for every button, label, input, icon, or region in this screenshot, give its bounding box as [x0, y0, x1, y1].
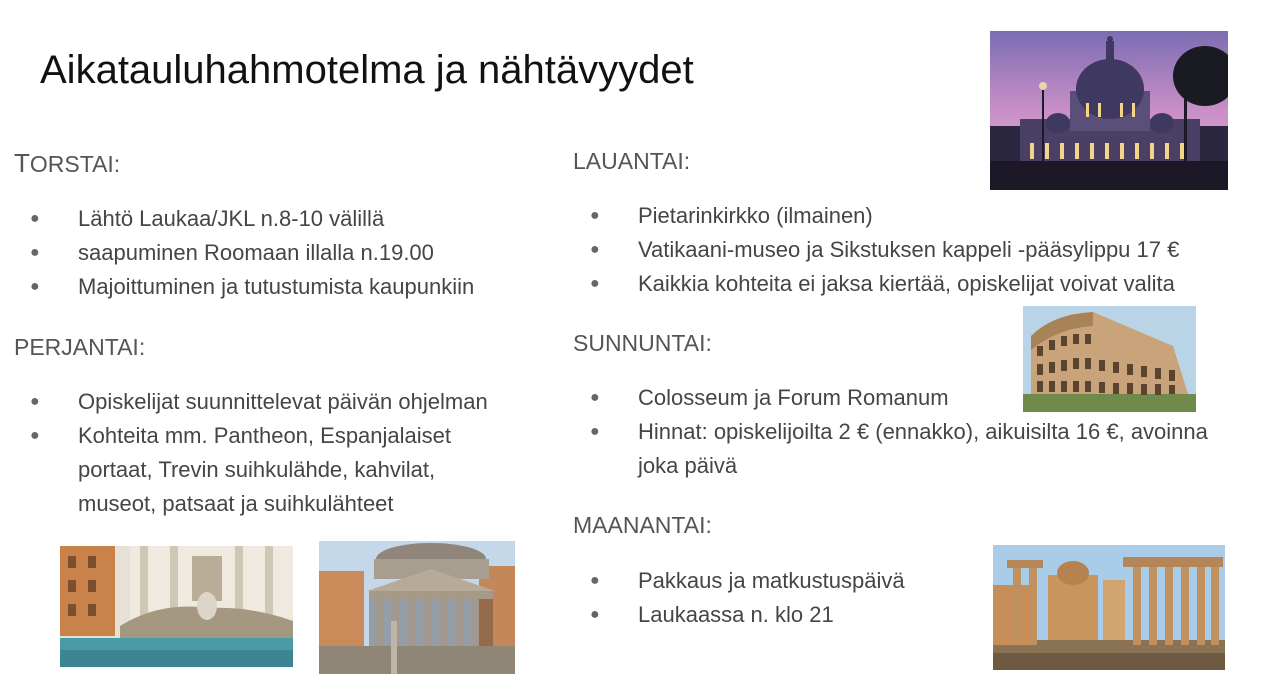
bullet-icon: ● — [30, 210, 40, 227]
day-heading-monday: MAANANTAI: — [573, 512, 712, 538]
bullet-icon: ● — [590, 572, 600, 589]
bullet-icon: ● — [30, 427, 40, 444]
list-item: ● Laukaassa n. klo 21 — [590, 598, 970, 632]
bullet-icon: ● — [590, 241, 600, 258]
list-item: ● Opiskelijat suunnittelevat päivän ohjelman — [30, 385, 560, 419]
st-peters-basilica-photo — [990, 31, 1228, 190]
saturday-list — [590, 199, 1270, 301]
day-heading-thursday — [14, 148, 120, 179]
day-heading-thursday-rest: ORSTAI: — [29, 151, 121, 177]
list-item: ● Pakkaus ja matkustuspäivä — [590, 564, 970, 598]
pantheon-photo — [319, 541, 515, 674]
list-item: ● Vatikaani-museo ja Sikstuksen kappeli -pääsylippu 17 € — [590, 233, 1270, 267]
bullet-icon: ● — [590, 389, 600, 406]
bullet-icon: ● — [30, 244, 40, 261]
list-item: ● Majoittuminen ja tutustumista kaupunkiin — [30, 270, 550, 304]
day-heading-sunday: SUNNUNTAI: — [573, 330, 712, 356]
bullet-icon: ● — [590, 606, 600, 623]
day-heading-saturday: LAUANTAI: — [573, 148, 691, 174]
day-heading-thursday-initial: T — [14, 148, 30, 178]
day-heading-friday: PERJANTAI: — [14, 334, 146, 360]
list-item: ● Colosseum ja Forum Romanum — [590, 381, 1210, 415]
colosseum-photo — [1023, 306, 1196, 412]
thursday-list — [30, 202, 550, 304]
list-item: ● saapuminen Roomaan illalla n.19.00 — [30, 236, 550, 270]
list-item: ● Lähtö Laukaa/JKL n.8-10 välillä — [30, 202, 550, 236]
list-item: ● Pietarinkirkko (ilmainen) — [590, 199, 1270, 233]
trevi-fountain-photo — [60, 546, 293, 667]
bullet-icon: ● — [590, 275, 600, 292]
bullet-icon: ● — [30, 393, 40, 410]
forum-romanum-photo — [993, 545, 1225, 670]
list-item: ● Kohteita mm. Pantheon, Espanjalaiset portaat, Trevin suihkulähde, kahvilat, museot, patsaat ja suihkulähteet — [30, 419, 478, 521]
list-item: ● Kaikkia kohteita ei jaksa kiertää, opiskelijat voivat valita — [590, 267, 1270, 301]
friday-list — [30, 385, 560, 521]
bullet-icon: ● — [590, 207, 600, 224]
bullet-icon: ● — [590, 423, 600, 440]
slide-title: Aikatauluhahmotelma ja nähtävyydet — [40, 48, 694, 92]
bullet-icon: ● — [30, 278, 40, 295]
list-item: ● Hinnat: opiskelijoilta 2 € (ennakko), aikuisilta 16 €, avoinna joka päivä — [590, 415, 1210, 483]
monday-list — [590, 564, 970, 632]
